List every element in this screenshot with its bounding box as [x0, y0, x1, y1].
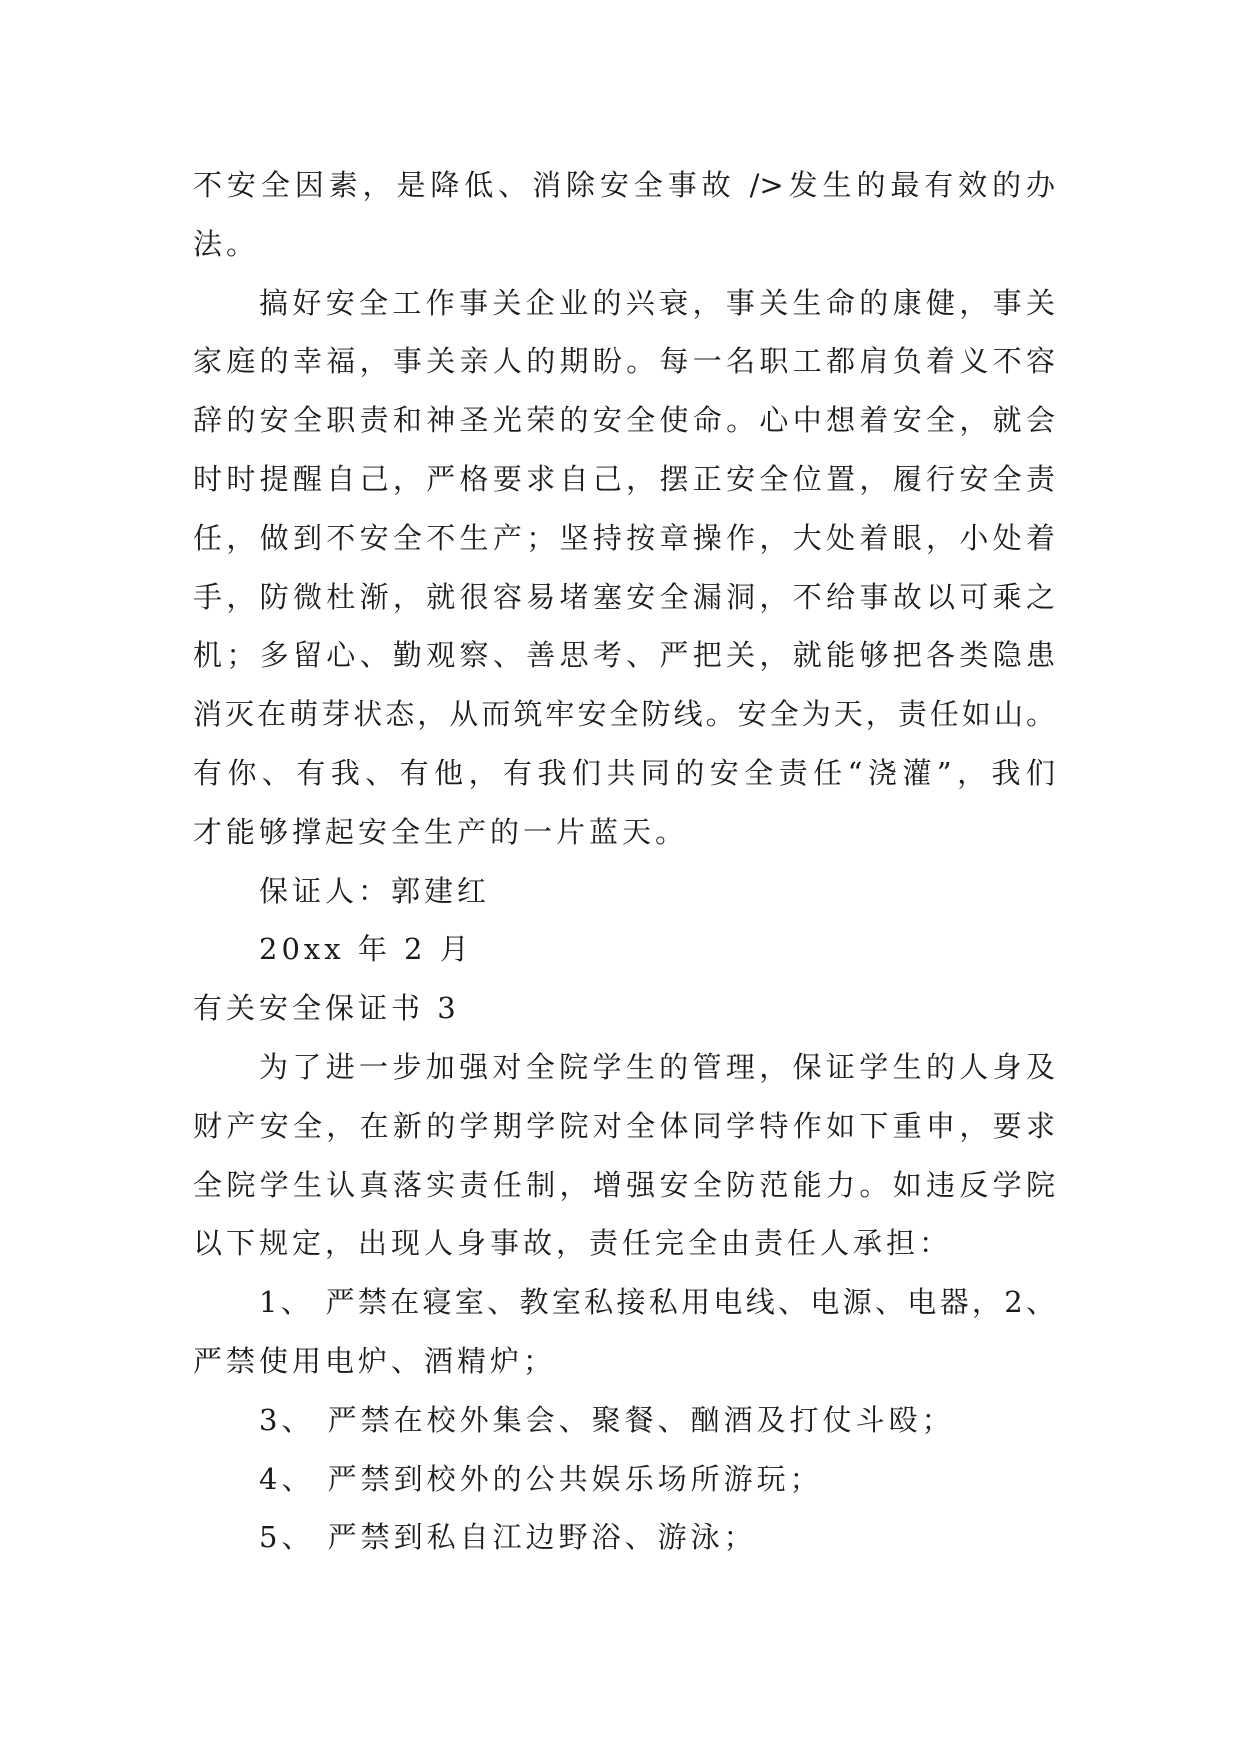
text-line: 严禁使用电炉、酒精炉； [193, 1343, 557, 1378]
text-line: 有你、有我、有他，有我们共同的安全责任“浇灌”，我们 [193, 755, 1055, 790]
text-line: 辞的安全职责和神圣光荣的安全使命。心中想着安全，就会 [193, 403, 1055, 438]
document-body [193, 156, 1055, 1567]
intro-paragraph [193, 1038, 1055, 1273]
rule-item [193, 1273, 1055, 1391]
date: 20xx 年 2 月 [259, 932, 473, 967]
text-line: 财产安全，在新的学期学院对全体同学特作如下重申，要求 [193, 1108, 1055, 1143]
signature: 保证人：郭建红 [259, 873, 491, 908]
previous-paragraph-tail [193, 156, 1055, 274]
text-line: 3、 严禁在校外集会、聚餐、酗酒及打仗斗殴； [259, 1402, 955, 1437]
safety-paragraph [193, 274, 1055, 862]
text-line: 1、 严禁在寝室、教室私接私用电线、电源、电器，2、 [259, 1285, 1055, 1320]
text-line: 时时提醒自己，严格要求自己，摆正安全位置，履行安全责 [193, 461, 1055, 496]
text-line: 为了进一步加强对全院学生的管理，保证学生的人身及 [259, 1049, 1055, 1084]
text-line: 搞好安全工作事关企业的兴衰，事关生命的康健，事关 [259, 285, 1055, 320]
text-line: 5、 严禁到私自江边野浴、游泳； [259, 1520, 757, 1555]
text-line: 法。 [193, 226, 260, 261]
text-line: 4、 严禁到校外的公共娱乐场所游玩； [259, 1461, 823, 1496]
rule-item [193, 1450, 1055, 1509]
text-line: 全院学生认真落实责任制，增强安全防范能力。如违反学院 [193, 1167, 1055, 1202]
text-line: 手，防微杜渐，就很容易堵塞安全漏洞，不给事故以可乘之 [193, 579, 1055, 614]
rule-item [193, 1508, 1055, 1567]
text-line: 以下规定，出现人身事故，责任完全由责任人承担： [193, 1226, 953, 1261]
section-title: 有关安全保证书 3 [193, 991, 460, 1026]
text-line: 机；多留心、勤观察、善思考、严把关，就能够把各类隐患 [193, 638, 1055, 673]
text-line: 任，做到不安全不生产；坚持按章操作，大处着眼，小处着 [193, 520, 1055, 555]
rules-list [193, 1273, 1055, 1567]
text-line: 消灭在萌芽状态，从而筑牢安全防线。安全为天，责任如山。 [193, 697, 1055, 732]
text-line: 不安全因素，是降低、消除安全事故 />发生的最有效的办 [193, 168, 1055, 202]
text-line: 家庭的幸福，事关亲人的期盼。每一名职工都肩负着义不容 [193, 344, 1055, 379]
text-line: 才能够撑起安全生产的一片蓝天。 [193, 814, 689, 849]
rule-item [193, 1391, 1055, 1450]
